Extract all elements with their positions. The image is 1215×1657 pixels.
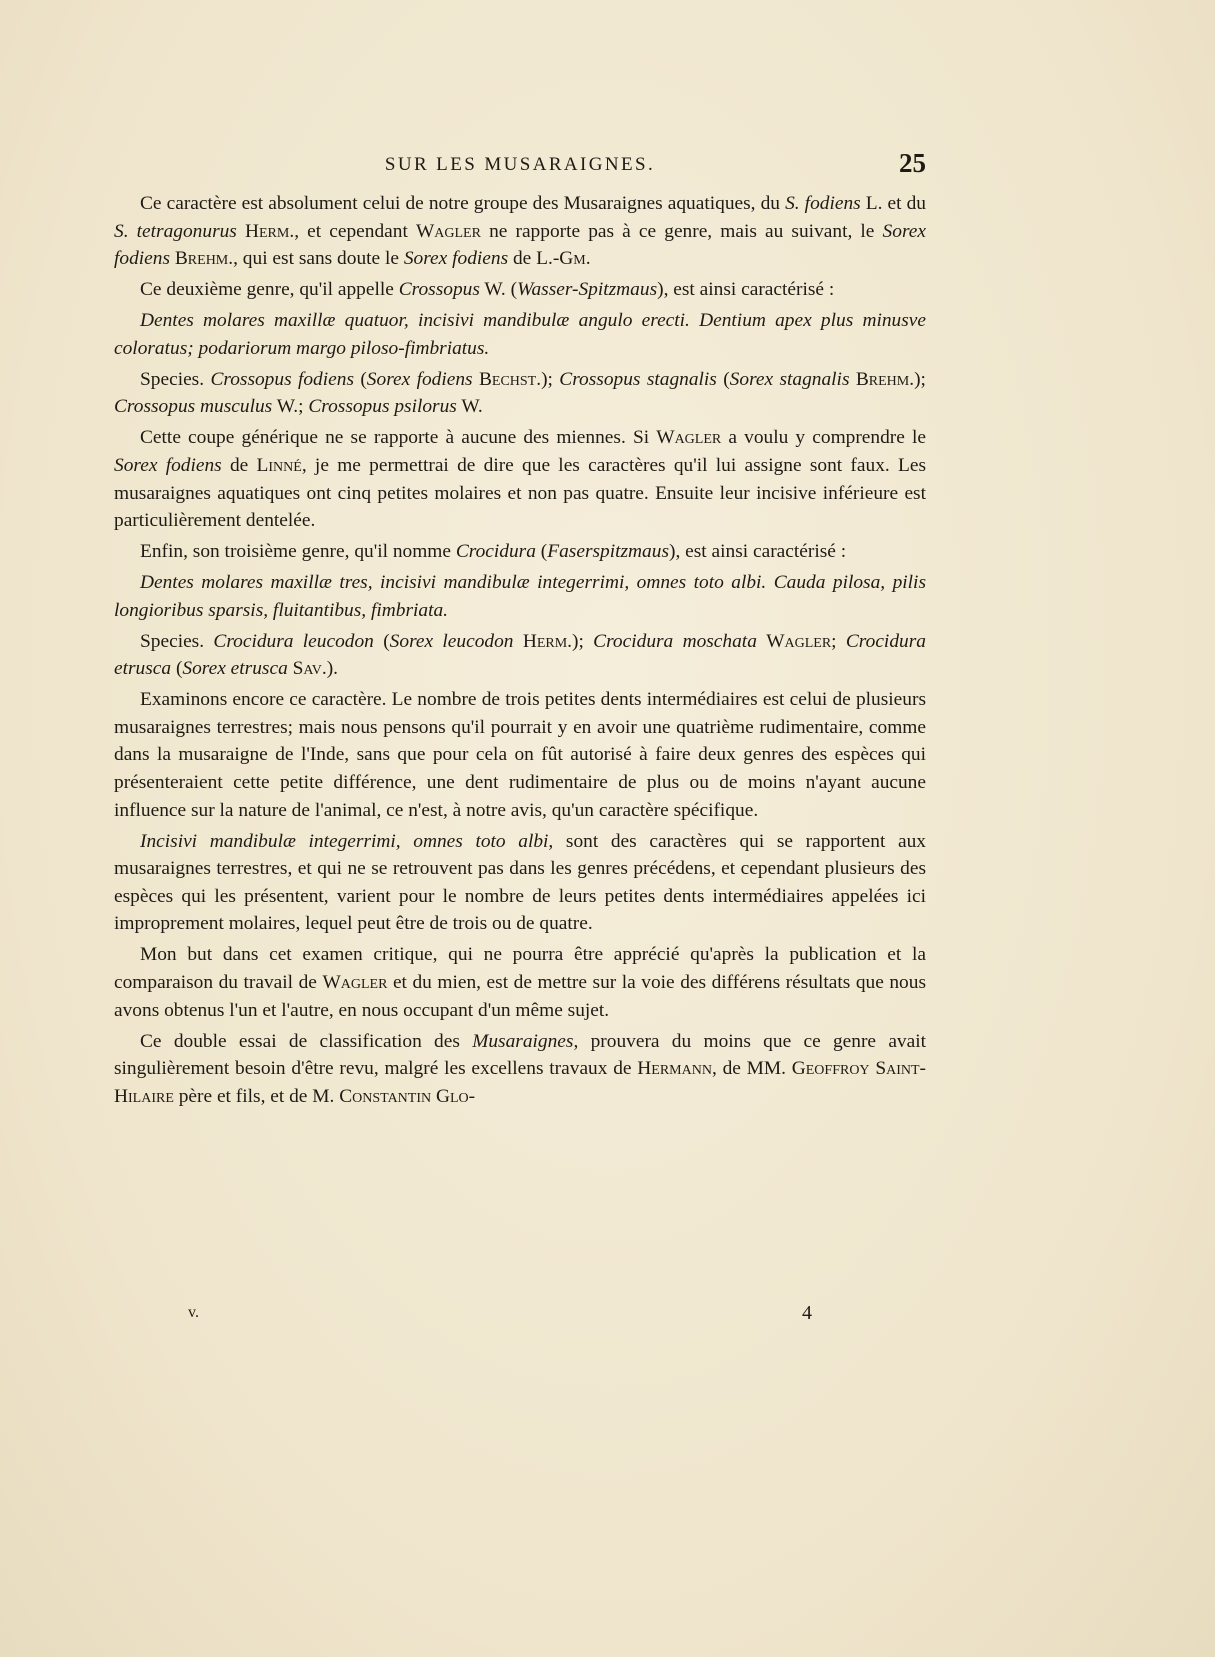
text-run: de L.- [508, 248, 560, 270]
text-run: Ce caractère est absolument celui de notre groupe des Musaraignes aquatiques, du [140, 193, 786, 214]
text-run: ( [716, 368, 730, 390]
author-name: Brehm. [855, 368, 915, 390]
text-run: Species. [140, 368, 211, 390]
text-run: a voulu y comprendre le [721, 427, 926, 449]
text-run: Dentes molares maxillæ quatuor, incisivi mandibulæ angulo erecti. Dentium apex plus minusve coloratus; podariorum margo piloso-fimbriatus. [114, 310, 926, 359]
author-name: Wagler [766, 630, 832, 652]
author-name: Herm. [244, 220, 295, 242]
text-run: Ce deuxième genre, qu'il appelle [140, 279, 399, 301]
text-run: Species. [140, 630, 214, 652]
text-run: L. et du [860, 193, 926, 214]
text-run: ( [353, 368, 367, 390]
latin-diagnosis [114, 307, 926, 362]
paragraph [114, 538, 926, 566]
paragraph [114, 628, 926, 683]
italic-term: Crossopus [398, 279, 480, 301]
italic-term: Faserspitzmaus [547, 541, 669, 563]
paragraph [114, 190, 926, 273]
text-run: , sont des caractères qui se rapportent aux musaraignes terrestres, et qui ne se retrouvent pas dans les genres précédens, et cependant plusieurs des espèces qui les présentent, varient pour le nombre de leurs petites dents intermédiaires appelées ici improprement molaires, lequel peut être de trois ou de quatre. [114, 830, 926, 935]
text-run [237, 221, 245, 242]
author-name: Gm. [559, 248, 591, 270]
signature-line [114, 1304, 926, 1328]
italic-term: Sorex etrusca [182, 658, 288, 680]
author-name: Sav. [292, 658, 327, 680]
running-head [114, 150, 926, 180]
text-run: , je me permettrai de dire que les caractères qu'il lui assigne sont faux. Les musaraignes aquatiques ont cinq petites molaires et non pas quatre. Ensuite leur incisive inférieure est particulièrement dentelée. [114, 454, 926, 532]
text-run: ( [373, 630, 390, 652]
italic-term: Musaraignes [472, 1030, 574, 1052]
text-run: Mon but dans cet examen critique, qui ne pourra être apprécié qu'après la publication et la comparaison du travail de [114, 944, 926, 993]
text-run: ne rapporte pas à ce genre, mais au suivant, le [480, 220, 883, 242]
italic-term: Sorex leucodon [389, 630, 514, 652]
page-number: 25 [899, 148, 926, 178]
text-run: Cette coupe générique ne se rapporte à aucune des miennes. Si [140, 427, 657, 449]
body-text [114, 190, 926, 1114]
italic-term: Sorex fodiens [403, 248, 509, 270]
italic-term: Sorex stagnalis [729, 368, 850, 390]
text-run: et du mien, est de mettre sur la voie des différens résultats que nous avons obtenus l'un et l'autre, en nous occupant d'un même sujet. [114, 971, 926, 1021]
signature-number: 4 [802, 1302, 812, 1324]
text-run: W. [456, 396, 483, 418]
text-run: Examinons encore ce caractère. Le nombre de trois petites dents intermédiaires est celui de plusieurs musaraignes terrestres; mais nous pensons qu'il pourrait y en avoir une quatrième rudimentaire, comme dans la musaraigne de l'Inde, sans que pour cela on fût autorisé à faire deux genres des espèces qui présenteraient cette petite différence, une dent rudimentaire de plus ou de moins n'ayant aucune influence sur la nature de l'animal, ce n'est, à notre avis, qu'un caractère spécifique. [114, 689, 926, 821]
text-run: Ce double essai de classification des [140, 1030, 473, 1052]
running-title: SUR LES MUSARAIGNES. [384, 154, 656, 175]
text-run: Enfin, son troisième genre, qu'il nomme [140, 541, 456, 563]
latin-diagnosis [114, 569, 926, 624]
italic-term: Crocidura leucodon [213, 630, 374, 652]
author-name: Bechst. [478, 368, 542, 390]
text-run: ); [914, 368, 926, 390]
author-name: Geoffroy Saint-Hilaire [114, 1058, 926, 1107]
italic-term: Crocidura [455, 541, 536, 563]
text-run: de [221, 454, 257, 476]
text-run: ). [326, 658, 339, 680]
text-run: , de MM. [711, 1058, 792, 1080]
text-run [514, 631, 523, 652]
italic-term: Sorex fodiens [114, 220, 926, 270]
text-run: , qui est sans doute le [233, 248, 404, 270]
italic-term: Sorex fodiens [114, 454, 222, 476]
paragraph [114, 276, 926, 304]
text-run: ); [541, 368, 560, 390]
italic-term: Crocidura moschata [593, 630, 757, 652]
text-run: ; [831, 630, 846, 652]
text-run [757, 631, 766, 652]
paragraph [114, 424, 926, 534]
text-run: ( [171, 658, 183, 680]
italic-term: S. tetragonurus [114, 220, 237, 242]
paragraph [114, 366, 926, 421]
author-name: Wagler [415, 220, 481, 242]
text-run: ), est ainsi caractérisé : [657, 279, 835, 301]
paragraph [114, 941, 926, 1024]
signature-mark: v. [188, 1304, 199, 1321]
text-run: ); [572, 630, 594, 652]
italic-term: Incisivi mandibulæ integerrimi, omnes toto albi [140, 830, 549, 852]
italic-term: Sorex fodiens [366, 368, 473, 390]
text-run: W. ( [479, 279, 518, 301]
text-run: ), est ainsi caractérisé : [669, 541, 847, 563]
text-run: Dentes molares maxillæ tres, incisivi mandibulæ integerrimi, omnes toto albi. Cauda pilosa, pilis longioribus sparsis, fluitantibus, fimbriata. [114, 572, 926, 621]
italic-term: Crossopus psilorus [308, 396, 457, 418]
paragraph [114, 1028, 926, 1111]
author-name: Linné [256, 454, 302, 476]
text-run: , prouvera du moins que ce genre avait singulièrement besoin d'être revu, malgré les excellens travaux de [114, 1030, 926, 1080]
italic-term: Crossopus fodiens [210, 368, 354, 390]
text-run: W.; [272, 396, 309, 418]
author-name: Wagler [656, 427, 722, 449]
author-name: Brehm. [174, 248, 234, 270]
author-name: Hermann [637, 1058, 712, 1080]
text-run: père et fils, et de M. [173, 1085, 340, 1107]
italic-term: Crossopus stagnalis [559, 368, 717, 390]
italic-term: S. fodiens [785, 193, 861, 214]
italic-term: Crocidura etrusca [114, 630, 926, 680]
author-name: Constantin Glo- [339, 1085, 476, 1107]
italic-term: Wasser-Spitzmaus [517, 279, 658, 301]
paragraph [114, 828, 926, 938]
author-name: Wagler [322, 971, 388, 993]
text-run: , et cependant [294, 220, 416, 242]
author-name: Herm. [522, 630, 573, 652]
italic-term: Crossopus musculus [114, 396, 273, 418]
paragraph [114, 686, 926, 824]
text-run: ( [535, 541, 548, 563]
